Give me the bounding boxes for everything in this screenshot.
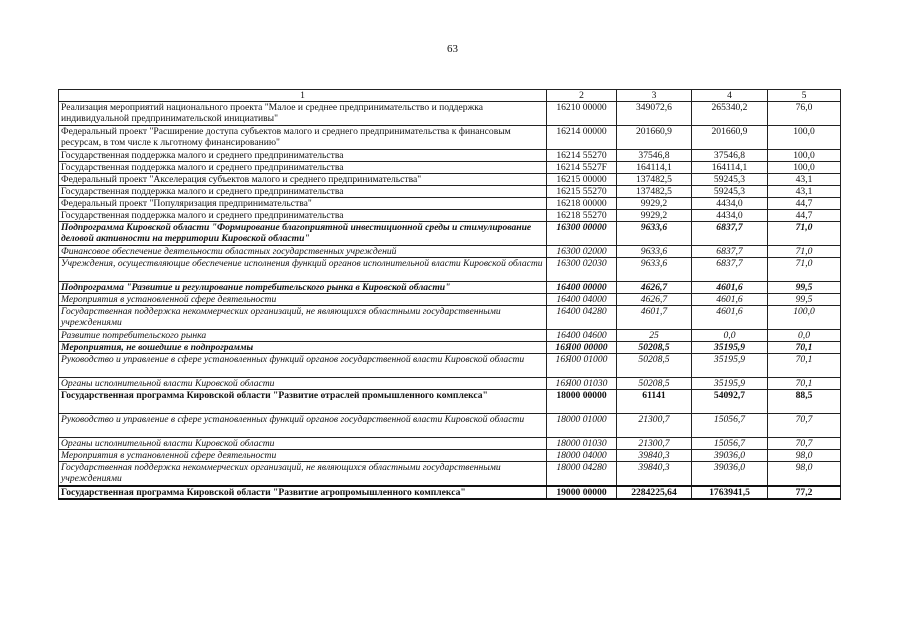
table-row <box>59 414 841 438</box>
column-header-2: 2 <box>547 90 617 102</box>
row-code: 16300 02000 <box>547 246 617 258</box>
row-code: 16215 00000 <box>547 174 617 186</box>
row-executed: 4601,6 <box>692 306 768 330</box>
table-row <box>59 438 841 450</box>
row-planned: 9929,2 <box>617 198 692 210</box>
row-planned: 37546,8 <box>617 150 692 162</box>
row-name: Руководство и управление в сфере установленных функций органов государственной власти Кировской области <box>59 354 547 378</box>
budget-table <box>58 89 841 500</box>
table-row <box>59 462 841 487</box>
row-executed: 265340,2 <box>692 102 768 126</box>
column-header-5: 5 <box>768 90 841 102</box>
table-row <box>59 258 841 282</box>
row-code: 16214 5527F <box>547 162 617 174</box>
column-header-4: 4 <box>692 90 768 102</box>
row-code: 16215 55270 <box>547 186 617 198</box>
row-planned: 39840,3 <box>617 462 692 487</box>
row-name: Подпрограмма "Развитие и регулирование потребительского рынка в Кировской области" <box>59 282 547 294</box>
table-row <box>59 390 841 414</box>
row-name: Государственная поддержка некоммерческих организаций, не являющихся областными государственными учреждениями <box>59 462 547 487</box>
row-executed: 59245,3 <box>692 174 768 186</box>
row-code: 16210 00000 <box>547 102 617 126</box>
row-executed: 4601,6 <box>692 294 768 306</box>
row-planned: 137482,5 <box>617 186 692 198</box>
row-name: Органы исполнительной власти Кировской области <box>59 378 547 390</box>
row-code: 18000 04000 <box>547 450 617 462</box>
row-executed: 15056,7 <box>692 414 768 438</box>
row-planned: 9633,6 <box>617 258 692 282</box>
row-planned: 4626,7 <box>617 294 692 306</box>
row-percent: 71,0 <box>768 222 841 246</box>
row-percent: 100,0 <box>768 162 841 174</box>
row-executed: 35195,9 <box>692 354 768 378</box>
row-code: 16400 04600 <box>547 330 617 342</box>
row-planned: 9929,2 <box>617 210 692 222</box>
table-row <box>59 198 841 210</box>
header-row <box>59 90 841 102</box>
table-row <box>59 306 841 330</box>
row-code: 16Я00 01030 <box>547 378 617 390</box>
row-code: 18000 01030 <box>547 438 617 450</box>
row-name: Реализация мероприятий национального проекта "Малое и среднее предпринимательство и поддержка индивидуальной предпринимательской инициативы" <box>59 102 547 126</box>
row-name: Учреждения, осуществляющие обеспечение исполнения функций органов исполнительной власти Кировской области <box>59 258 547 282</box>
row-code: 16400 04280 <box>547 306 617 330</box>
row-code: 16400 04000 <box>547 294 617 306</box>
row-percent: 100,0 <box>768 150 841 162</box>
row-executed: 6837,7 <box>692 222 768 246</box>
table-row <box>59 354 841 378</box>
row-name: Финансовое обеспечение деятельности областных государственных учреждений <box>59 246 547 258</box>
row-executed: 59245,3 <box>692 186 768 198</box>
row-planned: 349072,6 <box>617 102 692 126</box>
row-code: 16300 00000 <box>547 222 617 246</box>
row-name: Государственная программа Кировской области "Развитие отраслей промышленного комплекса" <box>59 390 547 414</box>
row-planned: 50208,5 <box>617 354 692 378</box>
row-code: 16218 55270 <box>547 210 617 222</box>
column-header-3: 3 <box>617 90 692 102</box>
table-row <box>59 222 841 246</box>
row-percent: 70,7 <box>768 414 841 438</box>
row-percent: 99,5 <box>768 294 841 306</box>
row-name: Государственная поддержка малого и среднего предпринимательства <box>59 186 547 198</box>
row-executed: 1763941,5 <box>692 486 768 499</box>
row-executed: 35195,9 <box>692 378 768 390</box>
row-name: Федеральный проект "Популяризация предпринимательства" <box>59 198 547 210</box>
table-row <box>59 486 841 499</box>
row-name: Руководство и управление в сфере установленных функций органов государственной власти Кировской области <box>59 414 547 438</box>
row-executed: 4434,0 <box>692 198 768 210</box>
row-name: Государственная поддержка малого и среднего предпринимательства <box>59 162 547 174</box>
row-name: Органы исполнительной власти Кировской области <box>59 438 547 450</box>
row-percent: 70,1 <box>768 342 841 354</box>
row-code: 19000 00000 <box>547 486 617 499</box>
row-percent: 70,1 <box>768 378 841 390</box>
table-row <box>59 282 841 294</box>
row-percent: 71,0 <box>768 258 841 282</box>
row-executed: 15056,7 <box>692 438 768 450</box>
table-row <box>59 378 841 390</box>
page-number: 63 <box>447 43 458 55</box>
row-executed: 164114,1 <box>692 162 768 174</box>
row-code: 16214 00000 <box>547 126 617 150</box>
row-executed: 6837,7 <box>692 246 768 258</box>
table-row <box>59 210 841 222</box>
row-percent: 70,7 <box>768 438 841 450</box>
row-planned: 2284225,64 <box>617 486 692 499</box>
row-percent: 70,1 <box>768 354 841 378</box>
table-row <box>59 294 841 306</box>
row-executed: 37546,8 <box>692 150 768 162</box>
row-percent: 44,7 <box>768 210 841 222</box>
row-percent: 43,1 <box>768 174 841 186</box>
row-planned: 4601,7 <box>617 306 692 330</box>
row-code: 16214 55270 <box>547 150 617 162</box>
table-row <box>59 150 841 162</box>
column-header-1: 1 <box>59 90 547 102</box>
table-row <box>59 450 841 462</box>
row-percent: 43,1 <box>768 186 841 198</box>
row-planned: 50208,5 <box>617 342 692 354</box>
row-executed: 35195,9 <box>692 342 768 354</box>
row-planned: 9633,6 <box>617 222 692 246</box>
row-percent: 100,0 <box>768 126 841 150</box>
row-planned: 164114,1 <box>617 162 692 174</box>
row-executed: 6837,7 <box>692 258 768 282</box>
row-percent: 44,7 <box>768 198 841 210</box>
row-executed: 39036,0 <box>692 462 768 487</box>
row-planned: 21300,7 <box>617 438 692 450</box>
table-row <box>59 342 841 354</box>
row-name: Государственная поддержка малого и среднего предпринимательства <box>59 150 547 162</box>
row-planned: 9633,6 <box>617 246 692 258</box>
row-executed: 39036,0 <box>692 450 768 462</box>
table-row <box>59 102 841 126</box>
row-code: 16218 00000 <box>547 198 617 210</box>
row-planned: 50208,5 <box>617 378 692 390</box>
row-name: Государственная поддержка малого и среднего предпринимательства <box>59 210 547 222</box>
row-name: Федеральный проект "Расширение доступа субъектов малого и среднего предпринимательства к финансовым ресурсам, в том числе к льготному финансированию" <box>59 126 547 150</box>
row-name: Государственная поддержка некоммерческих организаций, не являющихся областными государственными учреждениями <box>59 306 547 330</box>
row-percent: 77,2 <box>768 486 841 499</box>
row-executed: 54092,7 <box>692 390 768 414</box>
row-planned: 201660,9 <box>617 126 692 150</box>
row-planned: 25 <box>617 330 692 342</box>
row-percent: 88,5 <box>768 390 841 414</box>
row-code: 16Я00 01000 <box>547 354 617 378</box>
row-name: Мероприятия, не вошедшие в подпрограммы <box>59 342 547 354</box>
row-name: Федеральный проект "Акселерация субъектов малого и среднего предпринимательства" <box>59 174 547 186</box>
row-executed: 4434,0 <box>692 210 768 222</box>
row-planned: 39840,3 <box>617 450 692 462</box>
row-planned: 4626,7 <box>617 282 692 294</box>
row-code: 18000 01000 <box>547 414 617 438</box>
table-row <box>59 246 841 258</box>
row-executed: 0,0 <box>692 330 768 342</box>
row-code: 16Я00 00000 <box>547 342 617 354</box>
row-planned: 137482,5 <box>617 174 692 186</box>
row-code: 18000 04280 <box>547 462 617 487</box>
row-percent: 71,0 <box>768 246 841 258</box>
row-percent: 98,0 <box>768 450 841 462</box>
row-name: Мероприятия в установленной сфере деятельности <box>59 450 547 462</box>
row-percent: 98,0 <box>768 462 841 487</box>
row-percent: 100,0 <box>768 306 841 330</box>
row-planned: 21300,7 <box>617 414 692 438</box>
table-row <box>59 162 841 174</box>
row-name: Мероприятия в установленной сфере деятельности <box>59 294 547 306</box>
row-percent: 76,0 <box>768 102 841 126</box>
row-name: Развитие потребительского рынка <box>59 330 547 342</box>
row-name: Подпрограмма Кировской области "Формирование благоприятной инвестиционной среды и стимулирование деловой активности на территории Кировской области" <box>59 222 547 246</box>
table-row <box>59 186 841 198</box>
table-row <box>59 330 841 342</box>
table-row <box>59 174 841 186</box>
row-name: Государственная программа Кировской области "Развитие агропромышленного комплекса" <box>59 486 547 499</box>
row-code: 16300 02030 <box>547 258 617 282</box>
row-percent: 99,5 <box>768 282 841 294</box>
row-planned: 61141 <box>617 390 692 414</box>
row-executed: 201660,9 <box>692 126 768 150</box>
row-code: 16400 00000 <box>547 282 617 294</box>
row-code: 18000 00000 <box>547 390 617 414</box>
row-percent: 0,0 <box>768 330 841 342</box>
row-executed: 4601,6 <box>692 282 768 294</box>
table-row <box>59 126 841 150</box>
